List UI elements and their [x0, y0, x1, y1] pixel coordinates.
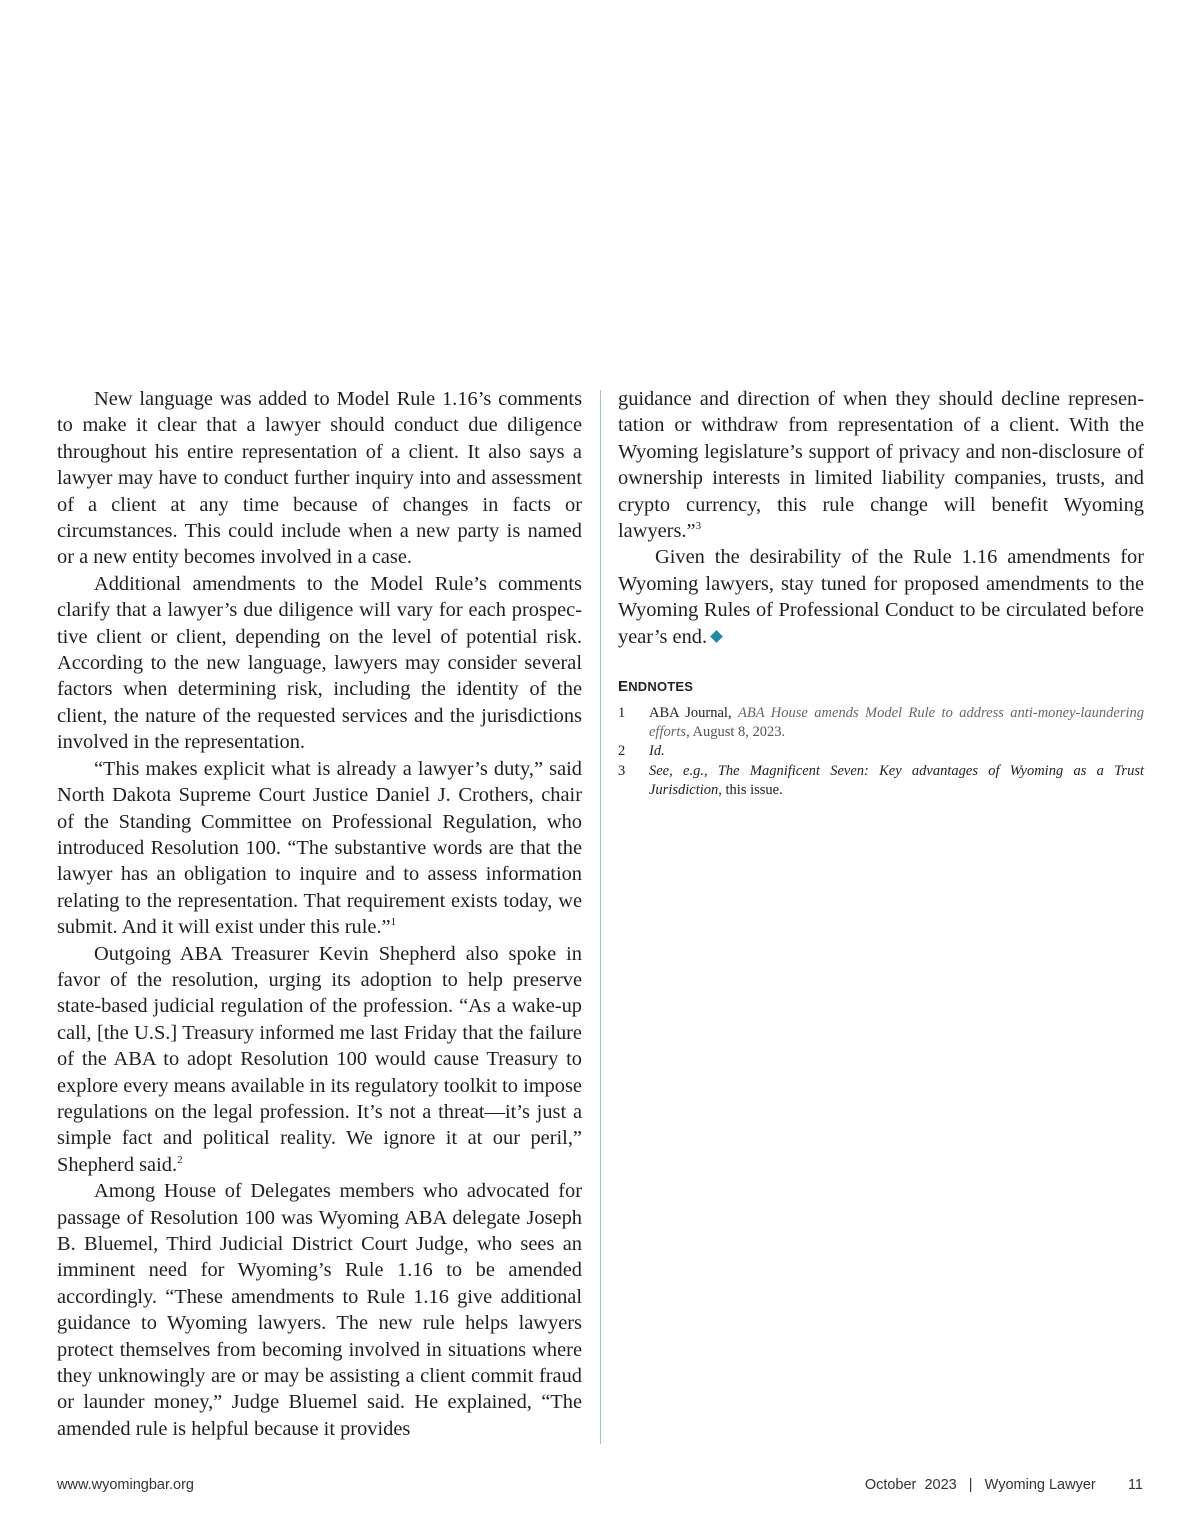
paragraph [57, 756, 582, 941]
footer-issue-and-page: October 2023 | Wyoming Lawyer 11 [864, 1477, 1143, 1493]
left-column [57, 386, 582, 1442]
endnotes-heading-initial: E [618, 678, 629, 695]
paragraph-text: Given the desirability of the Rule 1.16 amendments for Wyoming lawyers, stay tuned for proposed amendments to the Wyoming Rules of Professional Conduct to be circulated before year’s end. [618, 546, 1144, 648]
endnote-detail: , August 8, 2023. [686, 724, 786, 741]
endnote [618, 704, 1144, 742]
paragraph-text: New language was added to Model Rule 1.16’s comments to make it clear that a lawyer should conduct due diligence throughout his entire representation of a client. It also says a lawyer may have to conduct further inquiry into and assessment of a client at any time because of changes in facts or circumstances. This could include when a new party is named or a new entity becomes involved in a case. [57, 388, 582, 569]
endnotes-list [618, 704, 1144, 800]
column-divider [600, 390, 601, 1444]
endnote-source: ABA Journal, [649, 705, 739, 721]
footnote-ref: 2 [177, 1153, 183, 1166]
footer-website: www.wyomingbar.org [57, 1477, 194, 1493]
paragraph-text: “This makes explicit what is already a lawyer’s duty,” said North Dakota Supreme Court Justice Daniel J. Crothers, chair of the Standing Committee on Professional Regulation, who introduced Resolution 100. “The substantive words are that the lawyer has an obligation to inquire and to assess information relating to the representation. That requirement exists today, we submit. And it will exist under this rule.” [57, 757, 582, 939]
endnotes-heading-rest: NDNOTES [628, 679, 694, 694]
endnote-detail: , this issue. [718, 781, 783, 798]
paragraph [57, 571, 582, 756]
paragraph-text: guidance and direction of when they should decline representation or withdraw from representation of a client. With the Wyoming legislature’s support of privacy and non-disclosure of ownership interests in limited liability companies, trusts, and crypto currency, this rule change will benefit Wyoming lawyers.” [618, 388, 1144, 543]
right-column [618, 386, 1144, 650]
paragraph [618, 544, 1144, 650]
paragraph-text: Outgoing ABA Treasurer Kevin Shepherd also spoke in favor of the resolution, urging its adoption to help preserve state-based judicial regulation of the profession. “As a wake-up call, [the U.S.] Treasury informed me last Friday that the failure of the ABA to adopt Resolution 100 would cause Treasury to explore every means available in its regulatory toolkit to impose regulations on the legal profession. It’s not a threat—it’s just a simple fact and political reality. We ignore it at our peril,” Shepherd said. [57, 942, 582, 1176]
endnote-title: ABA House amends Model Rule to address anti-money-laundering efforts [649, 705, 1145, 741]
paragraph [618, 386, 1144, 544]
paragraph [57, 386, 582, 571]
endnotes-heading [618, 678, 693, 695]
end-mark-diamond-icon [710, 630, 723, 643]
footnote-ref: 1 [390, 916, 397, 929]
endnote-number: 2 [618, 743, 626, 760]
paragraph [57, 941, 582, 1179]
endnote-title: See, e.g., The Magnificent Seven: Key advantages of Wyoming as a Trust Jurisdiction [649, 762, 1144, 798]
endnote [618, 742, 1144, 761]
endnote [618, 762, 1144, 800]
footnote-ref: 3 [695, 520, 702, 533]
paragraph-text: Additional amendments to the Model Rule’s comments clarify that a lawyer’s due diligence will vary for each prospective client or client, depending on the level of potential risk. According to the new language, lawyers may consider several factors when determining risk, including the identity of the client, the nature of the requested services and the jurisdictions involved in the representation. [57, 572, 582, 754]
paragraph [57, 1178, 582, 1442]
endnote-number: 1 [618, 705, 626, 721]
endnote-number: 3 [618, 762, 626, 779]
paragraph-text: Among House of Delegates members who advocated for passage of Resolution 100 was Wyoming ABA delegate Joseph B. Bluemel, Third Judicial District Court Judge, who sees an imminent need for Wyoming’s Rule 1.16 to be amended accordingly. “These amendments to Rule 1.16 give additional guidance to Wyoming lawyers. The new rule helps lawyers protect themselves from becoming involved in situations where they unknowingly are or may be assisting a client commit fraud or launder money,” Judge Bluemel said. He explained, “The amended rule is helpful because it provides [57, 1180, 582, 1440]
endnote-title: Id. [649, 743, 665, 760]
